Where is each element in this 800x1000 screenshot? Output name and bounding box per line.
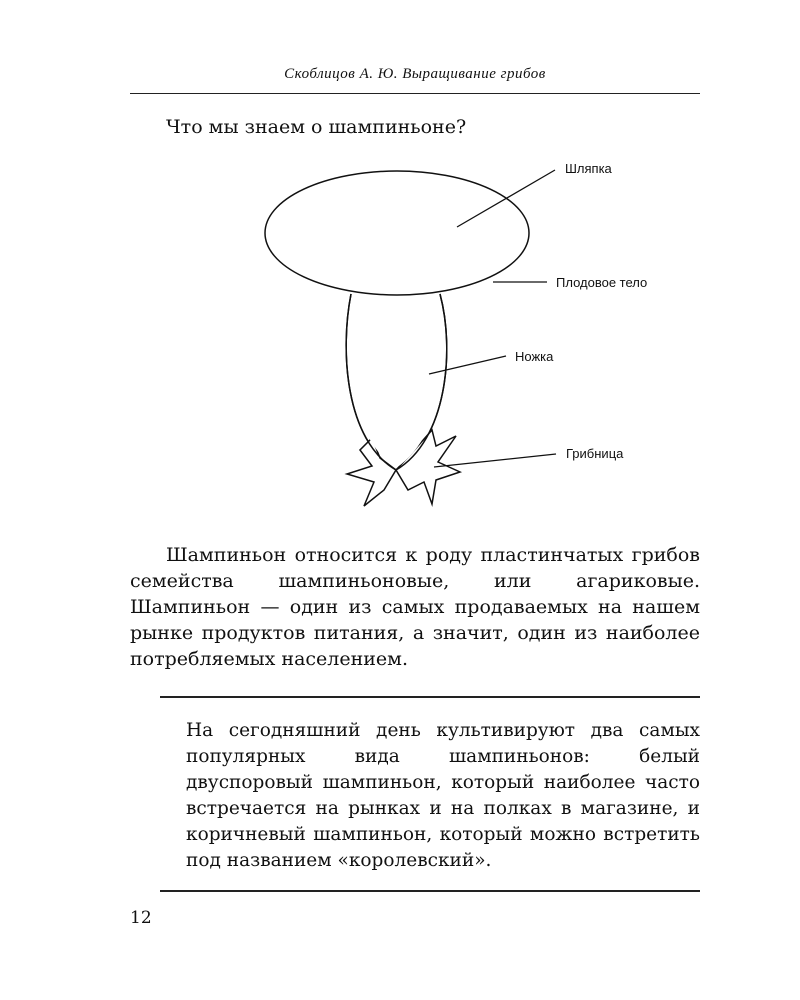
running-head: Скоблицов А. Ю. Выращивание грибов	[284, 66, 546, 82]
page-number: 12	[130, 908, 152, 928]
section-title: Что мы знаем о шампиньоне?	[166, 116, 467, 138]
note-bottom-rule	[160, 890, 700, 892]
label-fruit-body: Плодовое тело	[556, 275, 648, 290]
note-top-rule	[160, 696, 700, 698]
label-cap: Шляпка	[565, 161, 612, 176]
mycelium-leader-line	[434, 454, 556, 467]
mushroom-cap	[265, 171, 529, 295]
body-paragraph: Шампиньон относится к роду пластинчатых грибов семейства шампиньоновые, или агариковые. Шампиньон — один из самых продаваемых на нашем рынке продуктов питания, а значит, один из наиболее потребляемых населением.	[130, 544, 700, 670]
label-stem: Ножка	[515, 349, 554, 364]
note-paragraph: На сегодняшний день культивируют два самых популярных вида шампиньонов: белый двуспоровый шампиньон, который наиболее часто встречается на рынках и на полках в магазине, и коричневый шампиньон, который можно встретить под названием «королевский».	[186, 720, 700, 871]
label-mycelium: Грибница	[566, 446, 624, 461]
